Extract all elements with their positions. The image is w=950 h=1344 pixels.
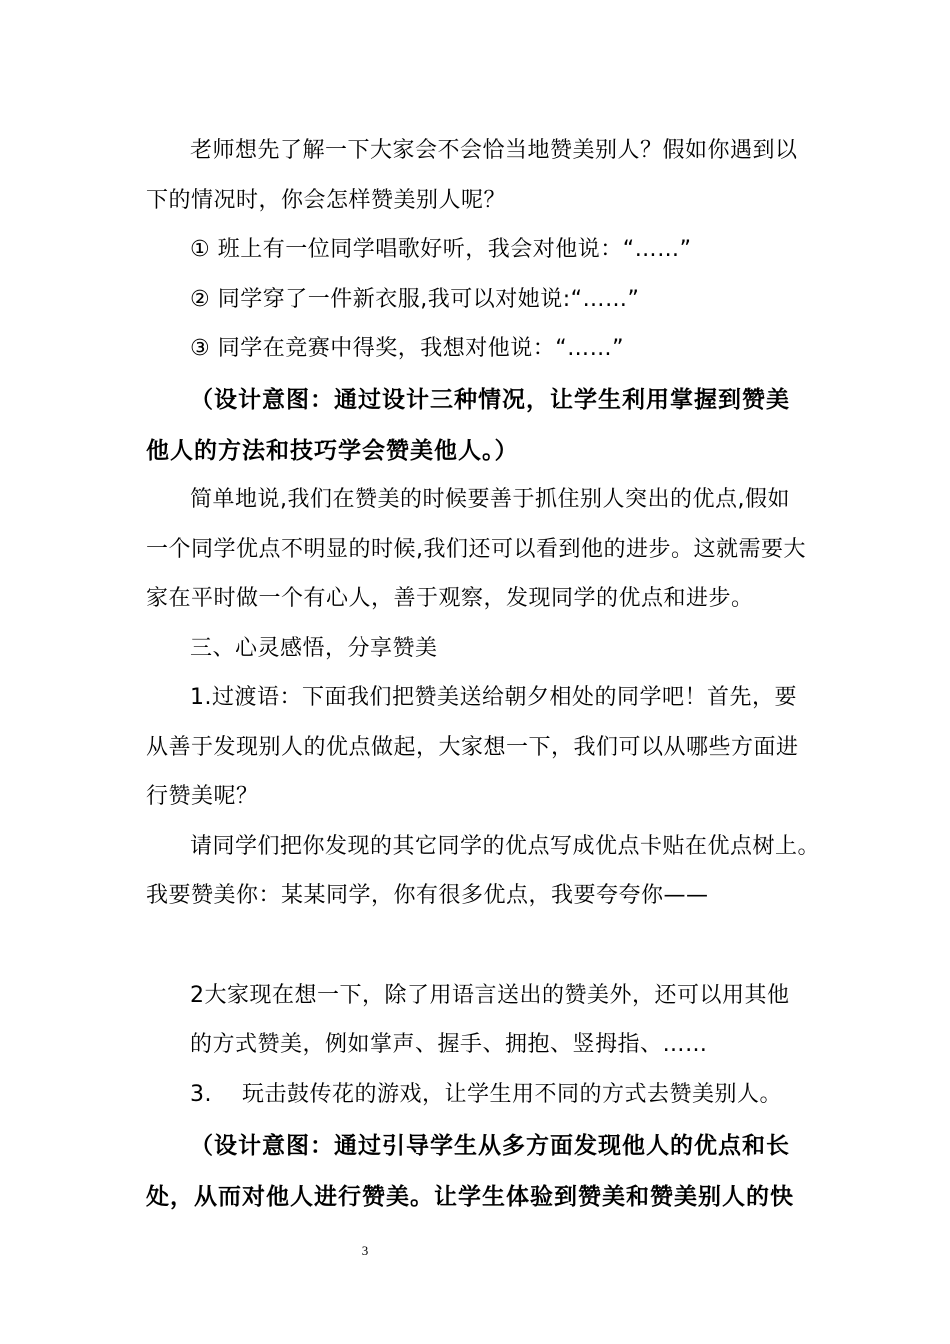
paragraph-line-transition-3: 行赞美呢？ — [146, 784, 259, 809]
list-item-2: ② 同学穿了一件新衣服,我可以对她说:“……” — [190, 287, 640, 312]
paragraph-line-game: 3. 玩击鼓传花的游戏，让学生用不同的方式去赞美别人。 — [190, 1082, 782, 1107]
design-intent-2-line-1: （设计意图：通过引导学生从多方面发现他人的优点和长 — [190, 1133, 790, 1159]
paragraph-line-other-ways-2: 的方式赞美，例如掌声、握手、拥抱、竖拇指、…… — [190, 1032, 708, 1057]
design-intent-1-line-2: 他人的方法和技巧学会赞美他人。） — [146, 438, 519, 464]
page-number: 3 — [361, 1243, 369, 1258]
design-intent-2-line-2: 处，从而对他人进行赞美。让学生体验到赞美和赞美别人的快 — [146, 1184, 794, 1210]
paragraph-line-transition-2: 从善于发现别人的优点做起，大家想一下，我们可以从哪些方面进 — [146, 735, 799, 760]
paragraph-line-summary-2: 一个同学优点不明显的时候,我们还可以看到他的进步。这就需要大 — [146, 537, 806, 562]
section-heading: 三、心灵感悟，分享赞美 — [190, 636, 438, 661]
paragraph-line-card-2: 我要赞美你：某某同学，你有很多优点，我要夸夸你—— — [146, 883, 709, 908]
list-item-3: ③ 同学在竞赛中得奖，我想对他说：“……” — [190, 336, 625, 361]
paragraph-line-transition-1: 1.过渡语：下面我们把赞美送给朝夕相处的同学吧！首先，要 — [190, 685, 797, 710]
list-item-1: ① 班上有一位同学唱歌好听，我会对他说：“……” — [190, 237, 692, 262]
design-intent-1-line-1: （设计意图：通过设计三种情况，让学生利用掌握到赞美 — [190, 387, 790, 413]
paragraph-line-intro-2: 下的情况时，你会怎样赞美别人呢？ — [146, 188, 507, 213]
paragraph-line-intro-1: 老师想先了解一下大家会不会恰当地赞美别人？假如你遇到以 — [190, 138, 798, 163]
paragraph-line-summary-3: 家在平时做一个有心人，善于观察，发现同学的优点和进步。 — [146, 586, 754, 611]
paragraph-line-card-1: 请同学们把你发现的其它同学的优点写成优点卡贴在优点树上。 — [190, 834, 821, 859]
paragraph-line-summary-1: 简单地说,我们在赞美的时候要善于抓住别人突出的优点,假如 — [190, 487, 790, 512]
paragraph-line-other-ways-1: 2大家现在想一下，除了用语言送出的赞美外，还可以用其他 — [190, 983, 790, 1008]
